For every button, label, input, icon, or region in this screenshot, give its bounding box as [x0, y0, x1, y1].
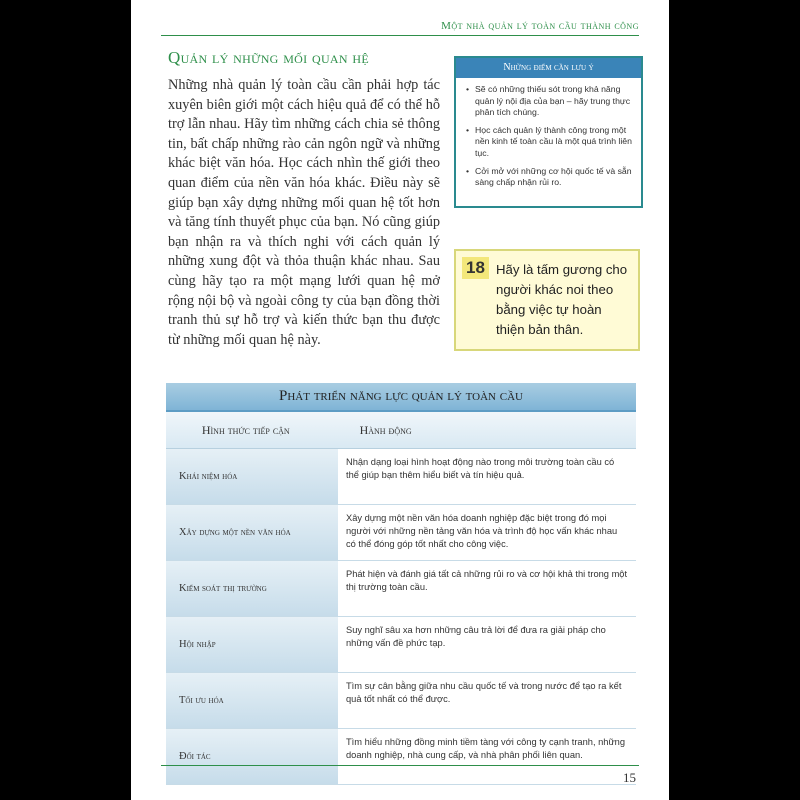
approach-cell: Tối ưu hóa [166, 673, 338, 728]
action-cell: Suy nghĩ sâu xa hơn những câu trả lời để đưa ra giải pháp cho những vấn đề phức tạp. [338, 617, 636, 672]
table-row [166, 505, 636, 561]
table-row [166, 729, 636, 785]
table-title: Phát triển năng lực quản lý toàn cầu [166, 383, 636, 412]
notes-list [456, 78, 641, 189]
notes-title: Những điểm cần lưu ý [456, 58, 641, 78]
section-title: Quản lý những mối quan hệ [168, 48, 369, 67]
notes-box [454, 56, 643, 208]
tip-box [454, 249, 640, 351]
table-row [166, 673, 636, 729]
column-header-approach: Hình thức tiếp cận [201, 422, 290, 437]
table-row [166, 449, 636, 505]
action-cell: Nhận dạng loại hình hoạt động nào trong môi trường toàn cầu có thể giúp bạn thêm hiểu biết và tín hiệu quả. [338, 449, 636, 504]
table-header-row [166, 412, 636, 449]
running-header: Một nhà quản lý toàn cầu thành công [441, 20, 639, 32]
action-cell: Tìm hiểu những đồng minh tiềm tàng với công ty cạnh tranh, những doanh nghiệp, nhà cung cấp, và nhà phân phối liên quan. [338, 729, 636, 784]
approach-cell: Khái niệm hóa [166, 449, 338, 504]
approach-cell: Xây dựng một nền văn hóa [166, 505, 338, 560]
table-row [166, 561, 636, 617]
notes-item: • Học cách quản lý thành công trong một nền kinh tế toàn cầu là một quá trình liên tục. [466, 125, 633, 160]
action-cell: Tìm sự cân bằng giữa nhu cầu quốc tế và trong nước để tạo ra kết quả tốt nhất có thể được. [338, 673, 636, 728]
book-page [131, 0, 669, 800]
header-rule [161, 35, 639, 36]
action-cell: Phát hiện và đánh giá tất cả những rủi ro và cơ hội khả thi trong một thị trường toàn cầu. [338, 561, 636, 616]
approach-cell: Đối tác [166, 729, 338, 784]
competency-table [166, 383, 636, 785]
tip-number: 18 [462, 257, 489, 279]
tip-text: Hãy là tấm gương cho người khác noi theo bằng việc tự hoàn thiện bản thân. [496, 262, 628, 337]
footer-rule [161, 765, 639, 766]
body-paragraph: Những nhà quản lý toàn cầu cần phải hợp tác xuyên biên giới một cách hiệu quả để có thể hỗ trợ lẫn nhau. Hãy tìm những cách chia sẻ thông tin, bất chấp những rào cản ngôn ngữ và những khác biệt văn hóa. Học cách nhìn thế giới theo quan điểm của nền văn hóa khác. Điều này sẽ giúp bạn xây dựng những mối quan hệ tốt hơn và tăng tính thuyết phục của bạn. Nó cũng giúp bạn nhận ra và thích nghi với cách quản lý những xung đột và thỏa thuận khác nhau. Sau cùng hãy tạo ra một mạng lưới quan hệ mở rộng nội bộ và ngoài công ty của bạn đồng thời tranh thủ sự hỗ trợ và kiến thức bạn thu được từ những mối quan hệ này. [168, 77, 440, 348]
notes-item: • Sẽ có những thiếu sót trong khả năng quản lý nội địa của bạn – hãy trung thực phân tích chúng. [466, 84, 633, 119]
column-header-action: Hành động [359, 422, 412, 437]
action-cell: Xây dựng một nền văn hóa doanh nghiệp đặc biệt trong đó mọi người với những nền tảng văn hóa và trình độ học vấn khác nhau có thể đóng góp tốt nhất cho công việc. [338, 505, 636, 560]
page-number: 15 [623, 770, 636, 785]
approach-cell: Hội nhập [166, 617, 338, 672]
table-row [166, 617, 636, 673]
notes-item: • Cởi mở với những cơ hội quốc tế và sẵn sàng chấp nhận rủi ro. [466, 166, 633, 189]
approach-cell: Kiểm soát thị trường [166, 561, 338, 616]
